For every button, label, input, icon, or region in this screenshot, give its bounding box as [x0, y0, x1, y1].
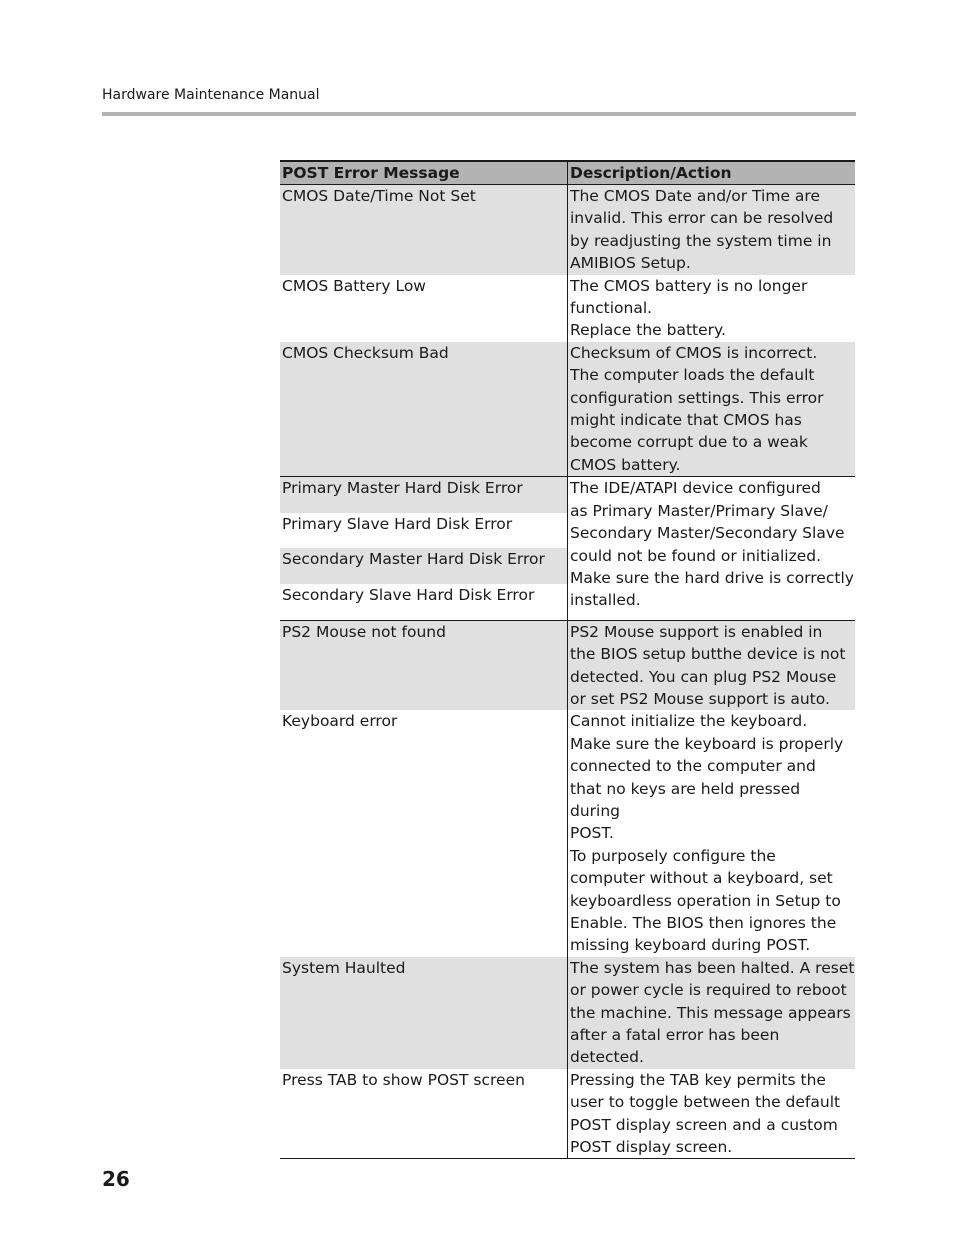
description-cell: Pressing the TAB key permits the user to toggle between the default POST display screen and a custom POST display screen.: [567, 1069, 855, 1159]
error-message-cell: Primary Slave Hard Disk Error: [282, 514, 513, 533]
error-message-cell: PS2 Mouse not found: [282, 622, 446, 641]
error-message-cell: System Haulted: [282, 958, 406, 977]
table-row: [280, 710, 855, 956]
description-cell: The IDE/ATAPI device configured as Primary Master/Primary Slave/ Secondary Master/Secondary Slave could not be found or initialized. Make sure the hard drive is correctly installed.: [567, 477, 855, 619]
table-row: [280, 621, 855, 711]
post-error-table: [280, 160, 855, 1159]
description-cell: The system has been halted. A reset or power cycle is required to reboot the machine. This message appears after a fatal error has been detected.: [567, 957, 855, 1069]
error-message-cell: Secondary Master Hard Disk Error: [280, 548, 567, 584]
error-message-cell: Primary Master Hard Disk Error: [280, 477, 567, 513]
error-message-cell: CMOS Date/Time Not Set: [282, 187, 476, 205]
table-row: [280, 342, 855, 476]
error-message-cell: Press TAB to show POST screen: [282, 1070, 525, 1089]
table-row: [280, 275, 855, 342]
column-header-message: POST Error Message: [282, 164, 460, 182]
hard-disk-error-group: [280, 476, 855, 620]
description-cell: Cannot initialize the keyboard. Make sure the keyboard is properly connected to the computer and that no keys are held pressed during POST. To purposely configure the computer without a keyboard, set keyboardless operation in Setup to Enable. The BIOS then ignores the missing keyboard during POST.: [567, 710, 855, 956]
table-row: [280, 185, 855, 275]
column-header-description: Description/Action: [567, 162, 855, 184]
table-header-row: [280, 162, 855, 185]
description-cell: The CMOS Date and/or Time are invalid. This error can be resolved by readjusting the system time in AMIBIOS Setup.: [567, 185, 855, 275]
table-row: [280, 1069, 855, 1159]
running-header: Hardware Maintenance Manual: [102, 87, 320, 103]
page-number: 26: [102, 1167, 130, 1191]
table-row: [280, 957, 855, 1069]
error-message-cell: CMOS Battery Low: [282, 276, 426, 295]
error-message-cell: CMOS Checksum Bad: [282, 343, 449, 362]
description-cell: The CMOS battery is no longer functional. Replace the battery.: [567, 275, 855, 342]
description-cell: Checksum of CMOS is incorrect. The computer loads the default configuration settings. This error might indicate that CMOS has become corrupt due to a weak CMOS battery.: [567, 342, 855, 476]
error-message-cell: Keyboard error: [282, 712, 398, 731]
error-message-cell: Secondary Slave Hard Disk Error: [282, 585, 535, 604]
header-rule: [102, 112, 856, 116]
description-cell: PS2 Mouse support is enabled in the BIOS setup butthe device is not detected. You can plug PS2 Mouse or set PS2 Mouse support is auto.: [567, 621, 855, 711]
